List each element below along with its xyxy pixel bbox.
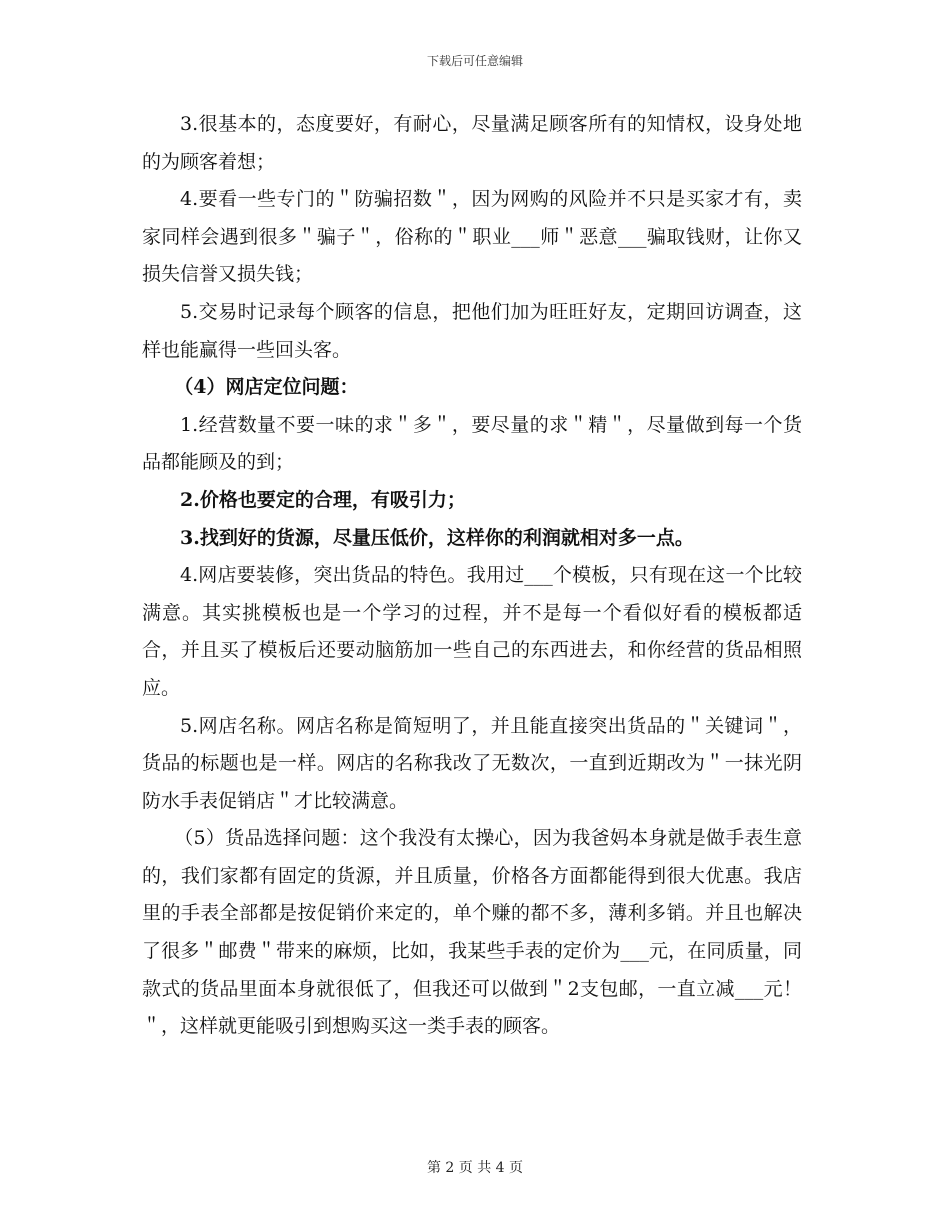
paragraph-customer-records: 5.交易时记录每个顾客的信息，把他们加为旺旺好友，定期回访调查，这样也能赢得一些回头客。 <box>142 300 802 361</box>
paragraph-decoration: 4.网店要装修，突出货品的特色。我用过___个模板，只有现在这一个比较满意。其实挑模板也是一个学习的过程，并不是每一个看似好看的模板都适合，并且买了模板后还要动脑筋加一些自己的东西进去，和你经营的货品相照应。 <box>142 564 802 699</box>
section-heading-positioning: （4）网店定位问题： <box>174 376 359 399</box>
page-header: 下载后可任意编辑 <box>426 54 523 68</box>
paragraph-quantity: 1.经营数量不要一味的求＂多＂，要尽量的求＂精＂，尽量做到每一个货品都能顾及的到； <box>142 413 802 474</box>
paragraph-anti-fraud: 4.要看一些专门的＂防骗招数＂，因为网购的风险并不只是买家才有，卖家同样会遇到很多＂骗子＂，俗称的＂职业___师＂恶意___骗取钱财，让你又损失信誉又损失钱； <box>142 188 802 286</box>
paragraph-pricing: 2.价格也要定的合理，有吸引力； <box>180 488 466 511</box>
page-footer: 第 2 页 共 4 页 <box>426 1160 524 1176</box>
paragraph-shop-name: 5.网店名称。网店名称是简短明了，并且能直接突出货品的＂关键词＂，货品的标题也是一样。网店的名称我改了无数次，一直到近期改为＂一抹光阴防水手表促销店＂才比较满意。 <box>142 714 802 812</box>
paragraph-product-selection: （5）货品选择问题：这个我没有太操心，因为我爸妈本身就是做手表生意的，我们家都有固定的货源，并且质量，价格各方面都能得到很大优惠。我店里的手表全部都是按促销价来定的，单个赚的都不多，薄利多销。并且也解决了很多＂邮费＂带来的麻烦，比如，我某些手表的定价为___元，在同质量，同款式的货品里面本身就很低了，但我还可以做到＂2支包邮，一直立减___元！＂，这样就更能吸引到想购买这一类手表的顾客。 <box>142 827 802 1038</box>
document-body <box>142 106 802 1046</box>
paragraph-attitude: 3.很基本的，态度要好，有耐心，尽量满足顾客所有的知情权，设身处地的为顾客着想； <box>142 113 802 173</box>
paragraph-supply: 3.找到好的货源，尽量压低价，这样你的利润就相对多一点。 <box>180 526 694 549</box>
